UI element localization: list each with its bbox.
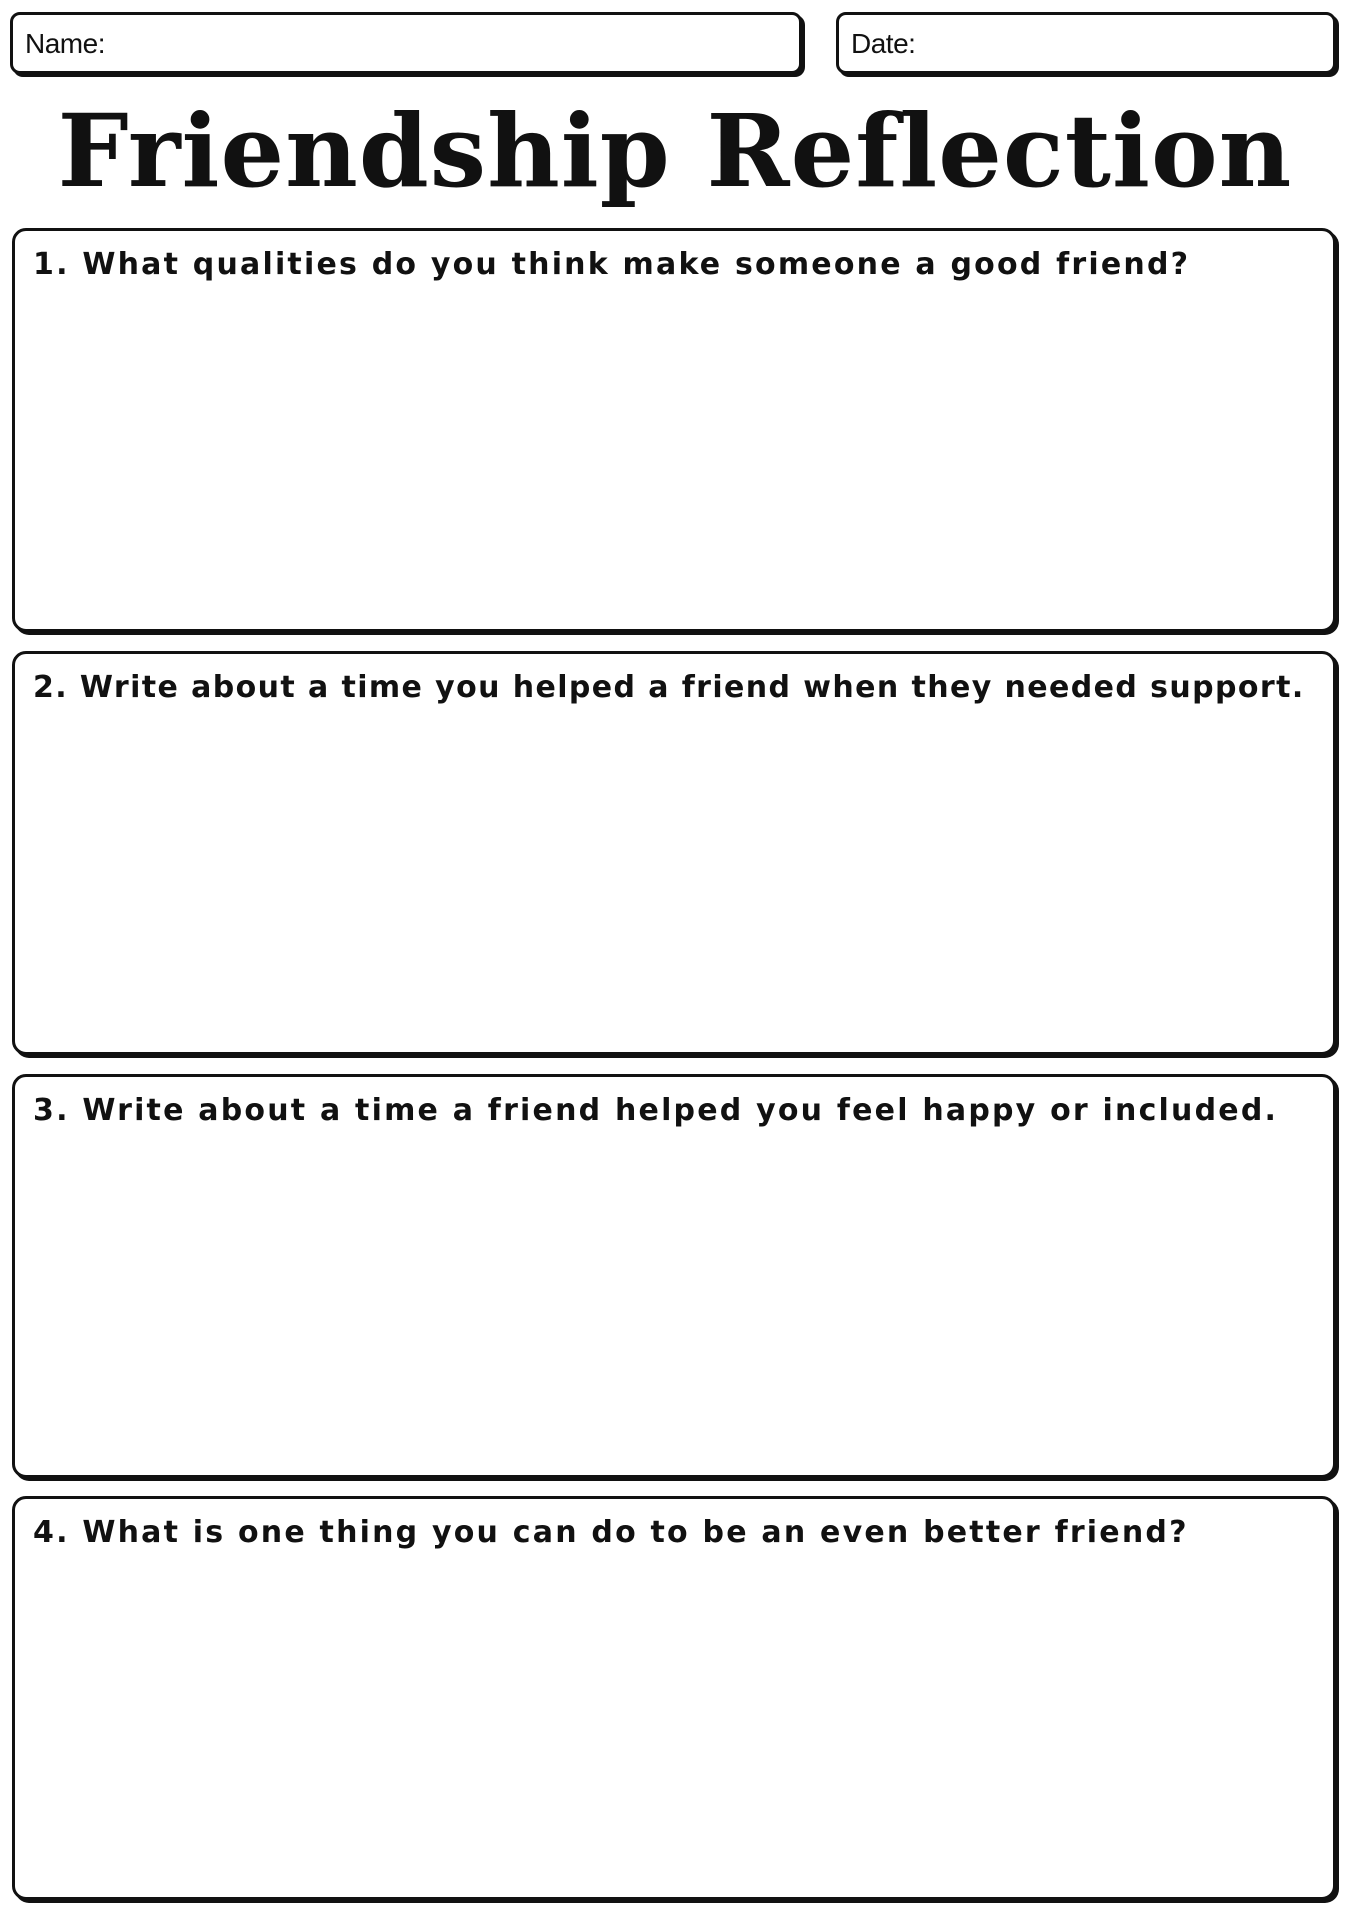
question-text-3: 3. Write about a time a friend helped you feel happy or included. xyxy=(33,1093,1279,1128)
question-text-4: 4. What is one thing you can do to be an even better friend? xyxy=(33,1515,1189,1550)
question-box-1 xyxy=(12,228,1336,632)
name-label: Name: xyxy=(25,28,105,59)
answer-area-2[interactable] xyxy=(33,724,1315,1036)
date-field[interactable] xyxy=(836,12,1336,74)
question-text-1: 1. What qualities do you think make someone a good friend? xyxy=(33,247,1191,282)
question-text-2: 2. Write about a time you helped a friend when they needed support. xyxy=(33,670,1305,705)
question-box-3 xyxy=(12,1074,1336,1478)
date-label: Date: xyxy=(851,28,916,59)
question-box-4 xyxy=(12,1496,1336,1900)
answer-area-3[interactable] xyxy=(33,1147,1315,1459)
page-title: Friendship Reflection xyxy=(57,92,1293,210)
name-field[interactable] xyxy=(10,12,802,74)
answer-area-4[interactable] xyxy=(33,1569,1315,1881)
answer-area-1[interactable] xyxy=(33,301,1315,613)
question-box-2 xyxy=(12,651,1336,1055)
